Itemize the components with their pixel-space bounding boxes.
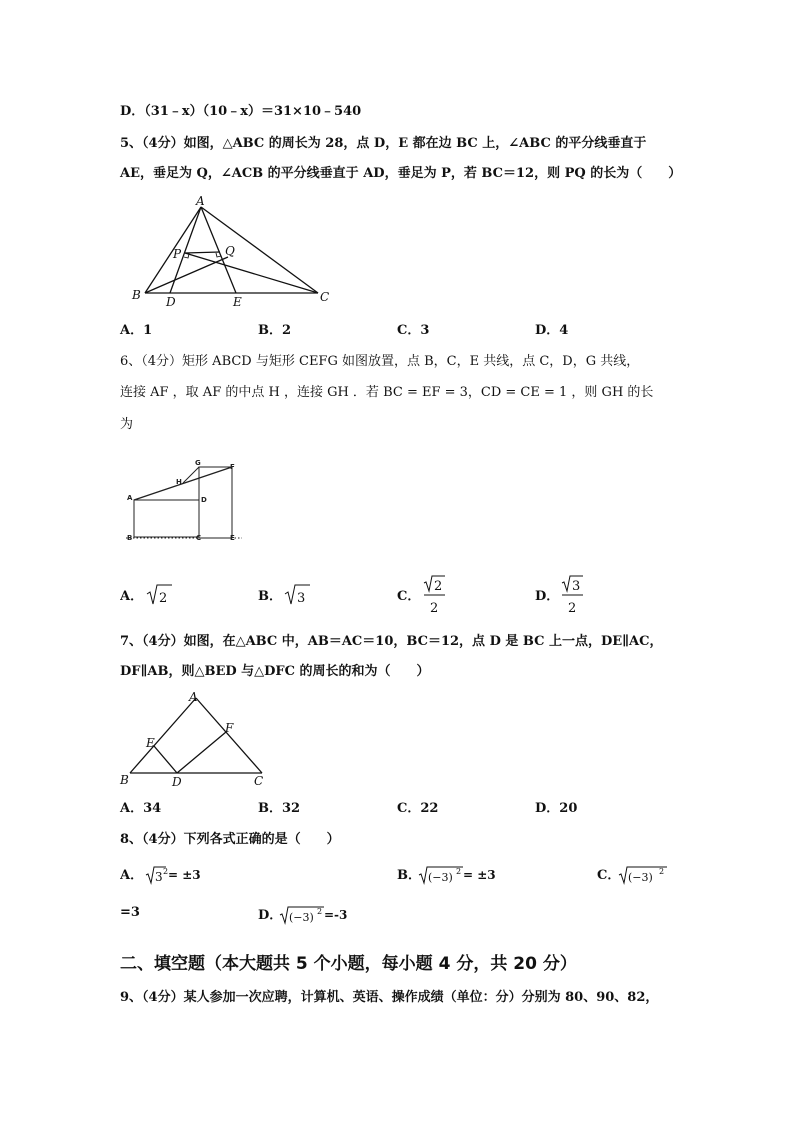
q7-seg-df bbox=[177, 732, 226, 773]
q7-side-ab bbox=[130, 698, 196, 773]
q6-option-c[interactable] bbox=[397, 573, 457, 619]
q8-option-a[interactable] bbox=[120, 862, 230, 888]
svg-text:= ±3: = ±3 bbox=[463, 868, 496, 882]
q5-bisector-c bbox=[185, 253, 318, 293]
q5-option-a[interactable]: A．1 bbox=[120, 323, 153, 338]
q6-option-d[interactable] bbox=[535, 573, 595, 619]
q6-seg-af bbox=[134, 467, 232, 500]
svg-text:A．: A． bbox=[120, 589, 144, 604]
svg-text:A．: A． bbox=[120, 868, 144, 883]
q5-seg-pq bbox=[185, 252, 220, 253]
svg-text:3: 3 bbox=[155, 870, 163, 884]
q5-option-d[interactable]: D．4 bbox=[535, 323, 569, 338]
svg-text:D．: D． bbox=[535, 589, 560, 604]
q6-stem-line1: 6、（4分）矩形 ABCD 与矩形 CEFG 如图放置，点 B，C，E 共线，点 C，D，G 共线， bbox=[120, 354, 640, 369]
q6-label-h: H bbox=[176, 478, 182, 486]
q5-label-c: C bbox=[320, 290, 330, 304]
svg-text:=-3: =-3 bbox=[324, 908, 348, 922]
q6-label-a: A bbox=[127, 494, 133, 502]
q5-figure bbox=[128, 195, 338, 310]
q7-side-ac bbox=[196, 698, 262, 773]
svg-text:2: 2 bbox=[430, 601, 439, 616]
q6-stem-line3: 为 bbox=[120, 417, 134, 432]
svg-text:C．: C． bbox=[597, 868, 621, 883]
q6-stem-line2: 连接 AF ，取 AF 的中点 H ，连接 GH ．若 BC = EF = 3，CD = CE = 1 ，则 GH 的长 bbox=[120, 385, 654, 400]
q8-option-c[interactable] bbox=[597, 862, 672, 888]
svg-text:2: 2 bbox=[568, 601, 577, 616]
svg-text:2: 2 bbox=[163, 867, 169, 876]
q4-option-d[interactable]: D．（31﹣x）（10﹣x）＝31×10﹣540 bbox=[120, 104, 362, 119]
q5-stem-line1: 5、（4分）如图，△ABC 的周长为 28，点 D，E 都在边 BC 上，∠ABC 的平分线垂直于 bbox=[120, 136, 647, 151]
q7-label-d: D bbox=[172, 775, 182, 789]
q7-label-a: A bbox=[189, 690, 198, 704]
q8-option-b[interactable] bbox=[397, 862, 527, 888]
q7-seg-de bbox=[154, 746, 177, 773]
q7-label-f: F bbox=[225, 721, 234, 735]
svg-text:3: 3 bbox=[297, 591, 306, 606]
q5-label-p: P bbox=[173, 247, 182, 261]
svg-text:B．: B． bbox=[258, 589, 282, 604]
q7-label-e: E bbox=[146, 736, 155, 750]
q5-label-q: Q bbox=[225, 244, 235, 258]
q7-option-a[interactable]: A．34 bbox=[120, 801, 162, 816]
q5-label-e: E bbox=[233, 295, 242, 309]
svg-text:(−3): (−3) bbox=[289, 911, 314, 924]
q6-label-c: C bbox=[196, 534, 202, 542]
q6-label-d: D bbox=[201, 496, 207, 504]
q5-label-d: D bbox=[166, 295, 176, 309]
q7-option-c[interactable]: C．22 bbox=[397, 801, 439, 816]
q7-label-c: C bbox=[254, 774, 264, 788]
svg-text:3: 3 bbox=[572, 579, 581, 594]
q7-option-b[interactable]: B．32 bbox=[258, 801, 301, 816]
q6-figure bbox=[124, 458, 244, 543]
svg-text:(−3): (−3) bbox=[428, 871, 453, 884]
q6-label-b: B bbox=[127, 534, 133, 542]
q6-option-b[interactable] bbox=[258, 578, 318, 612]
svg-text:D．: D． bbox=[258, 908, 283, 923]
svg-text:2: 2 bbox=[317, 907, 323, 916]
q9-stem-line1: 9、（4分）某人参加一次应聘，计算机、英语、操作成绩（单位：分）分别为 80、90、82， bbox=[120, 990, 659, 1005]
q7-stem-line2: DF∥AB，则△BED 与△DFC 的周长的和为（ ） bbox=[120, 664, 430, 679]
q8-option-c-value: =3 bbox=[120, 905, 140, 920]
q7-figure bbox=[118, 688, 278, 790]
q5-label-b: B bbox=[132, 288, 141, 302]
q6-option-a[interactable] bbox=[120, 578, 180, 612]
q7-option-d[interactable]: D．20 bbox=[535, 801, 578, 816]
svg-text:C．: C． bbox=[397, 589, 421, 604]
q7-label-b: B bbox=[120, 773, 129, 787]
q5-label-a: A bbox=[196, 195, 205, 208]
svg-text:(−3): (−3) bbox=[628, 871, 653, 884]
svg-text:2: 2 bbox=[456, 867, 462, 876]
q5-option-b[interactable]: B．2 bbox=[258, 323, 292, 338]
svg-text:2: 2 bbox=[159, 591, 168, 606]
q6-label-g: G bbox=[195, 459, 201, 467]
svg-text:2: 2 bbox=[659, 867, 665, 876]
q6-label-f: F bbox=[230, 463, 235, 471]
q8-option-d[interactable] bbox=[258, 902, 378, 928]
q5-stem-line2: AE，垂足为 Q，∠ACB 的平分线垂直于 AD，垂足为 P，若 BC＝12，则 PQ 的长为（ ） bbox=[120, 166, 682, 181]
q5-option-c[interactable]: C．3 bbox=[397, 323, 430, 338]
q6-label-e: E bbox=[230, 534, 235, 542]
svg-text:= ±3: = ±3 bbox=[168, 868, 201, 882]
q7-stem-line1: 7、（4分）如图，在△ABC 中，AB＝AC＝10，BC＝12，点 D 是 BC 上一点，DE∥AC， bbox=[120, 634, 663, 649]
svg-text:B．: B． bbox=[397, 868, 421, 883]
q8-stem: 8、（4分）下列各式正确的是（ ） bbox=[120, 832, 340, 847]
section-2-title: 二、填空题（本大题共 5 个小题，每小题 4 分，共 20 分） bbox=[120, 954, 577, 974]
svg-text:2: 2 bbox=[434, 579, 443, 594]
q6-rect-abcd bbox=[134, 500, 199, 537]
